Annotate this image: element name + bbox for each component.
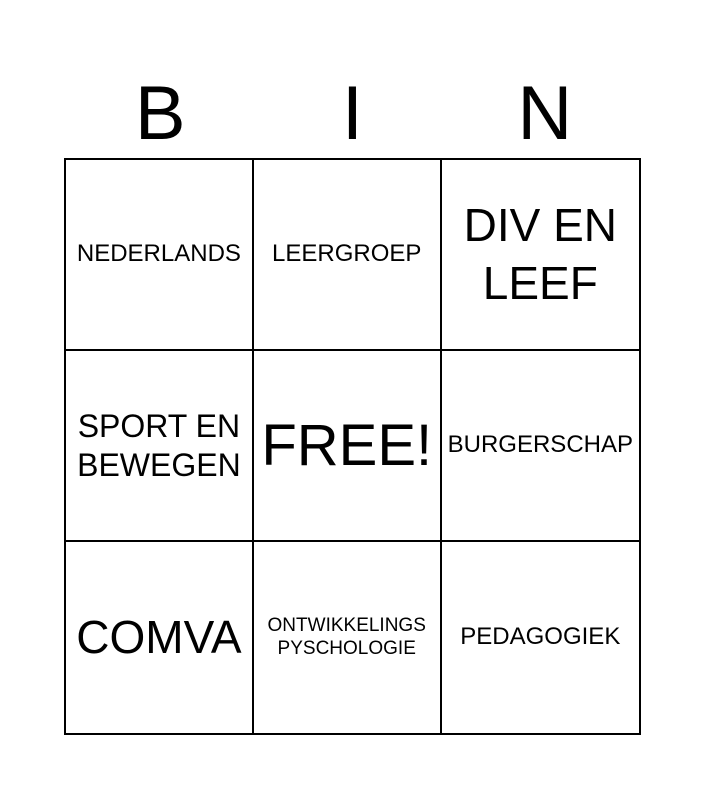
bingo-cell-pedagogiek[interactable]: PEDAGOGIEK [460, 623, 621, 651]
bingo-board [64, 158, 641, 735]
bingo-cell-comva[interactable]: COMVA [66, 542, 254, 733]
bingo-cell-ontwikkelings-pyschologie[interactable]: ONTWIKKELINGS PYSCHOLOGIE [254, 542, 442, 733]
bingo-cell-sport-en-bewegen[interactable]: SPORT EN BEWEGEN [66, 351, 254, 542]
bingo-header [64, 70, 641, 158]
header-letter-n: N [517, 71, 573, 156]
bingo-cell-burgerschap[interactable]: BURGERSCHAP [442, 351, 639, 542]
bingo-cell-free[interactable]: FREE! [254, 351, 442, 542]
bingo-cell-div-en-leef[interactable]: DIV EN LEEF [442, 160, 639, 351]
header-letter-i: I [341, 71, 364, 156]
header-letter-b: B [134, 71, 186, 156]
bingo-cell-nederlands[interactable]: NEDERLANDS [66, 160, 254, 351]
bingo-cell-leergroep[interactable]: LEERGROEP [254, 160, 442, 351]
